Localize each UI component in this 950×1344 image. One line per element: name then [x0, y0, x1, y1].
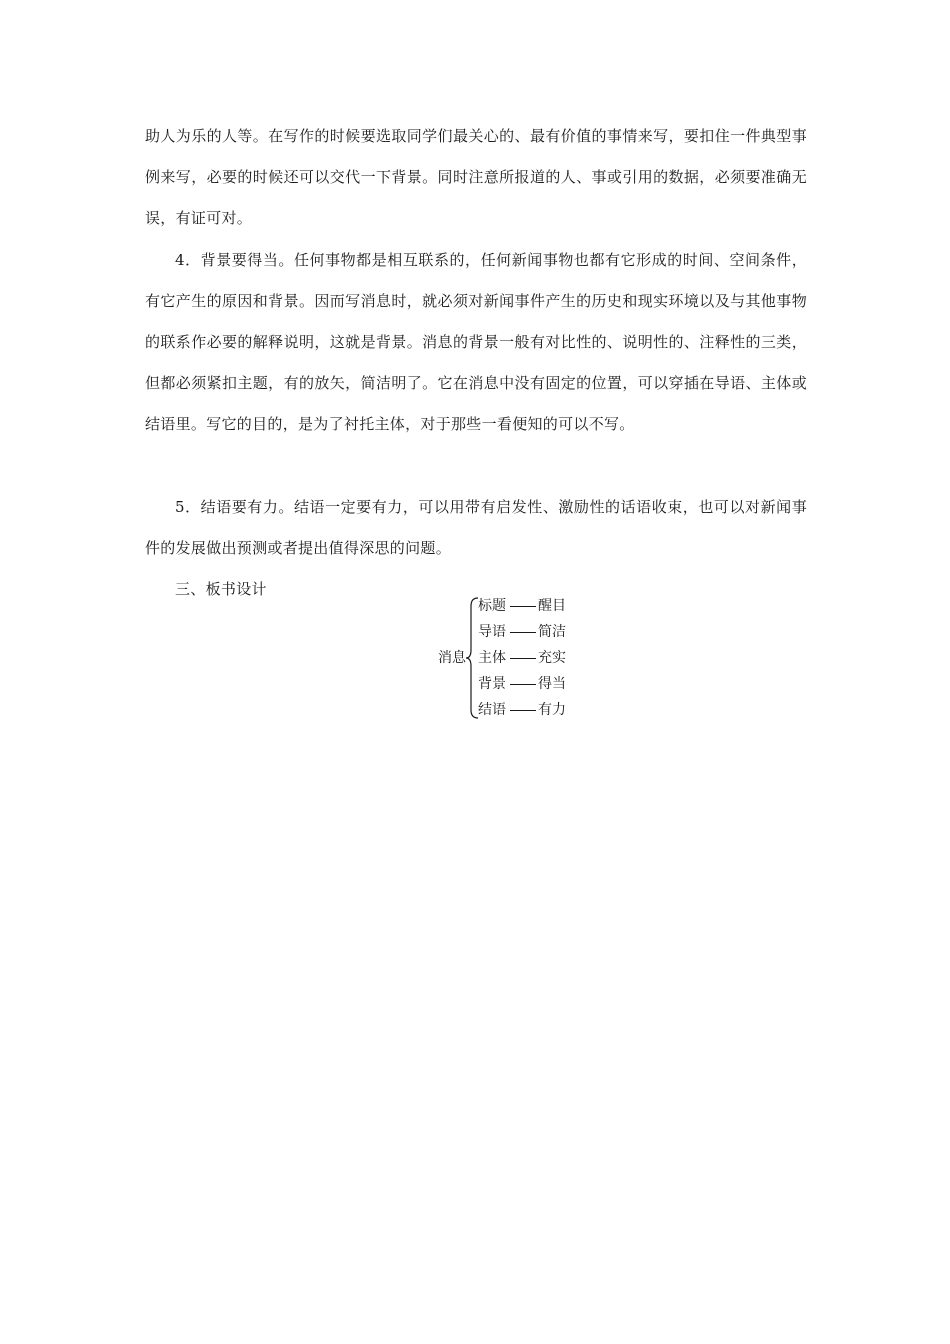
board-root-label: 消息	[438, 650, 466, 666]
section-heading-board-design: 三、板书设计	[175, 580, 267, 598]
board-row	[478, 596, 566, 616]
dash-line	[510, 606, 536, 607]
board-row-value: 简洁	[538, 624, 566, 640]
board-row-key: 主体	[478, 650, 506, 666]
dash-line	[510, 710, 536, 711]
dash-line	[510, 658, 536, 659]
dash-line	[510, 632, 536, 633]
board-row-value: 醒目	[538, 598, 566, 614]
board-row-key: 结语	[478, 702, 506, 718]
board-row-key: 背景	[478, 676, 506, 692]
board-row	[478, 700, 566, 720]
paragraph-background: 4．背景要得当。任何事物都是相互联系的，任何新闻事物也都有它形成的时间、空间条件，有它产生的原因和背景。因而写消息时，就必须对新闻事件产生的历史和现实环境以及与其他事物的联系作必要的解释说明，这就是背景。消息的背景一般有对比性的、说明性的、注释性的三类，但都必须紧扣主题，有的放矢，简洁明了。它在消息中没有固定的位置，可以穿插在导语、主体或结语里。写它的目的，是为了衬托主体，对于那些一看便知的可以不写。	[145, 251, 807, 433]
board-row-value: 充实	[538, 650, 566, 666]
board-row-value: 得当	[538, 676, 566, 692]
board-row-key: 标题	[478, 598, 506, 614]
board-row-value: 有力	[538, 702, 566, 718]
board-row-key: 导语	[478, 624, 506, 640]
board-design-diagram	[430, 596, 580, 722]
dash-line	[510, 684, 536, 685]
board-row	[478, 648, 566, 668]
board-row	[478, 622, 566, 642]
paragraph-continuation: 助人为乐的人等。在写作的时候要选取同学们最关心的、最有价值的事情来写，要扣住一件典型事例来写，必要的时候还可以交代一下背景。同时注意所报道的人、事或引用的数据，必须要准确无误，有证可对。	[145, 127, 807, 227]
board-row	[478, 674, 566, 694]
paragraph-ending: 5．结语要有力。结语一定要有力，可以用带有启发性、激励性的话语收束，也可以对新闻事件的发展做出预测或者提出值得深思的问题。	[145, 498, 807, 557]
